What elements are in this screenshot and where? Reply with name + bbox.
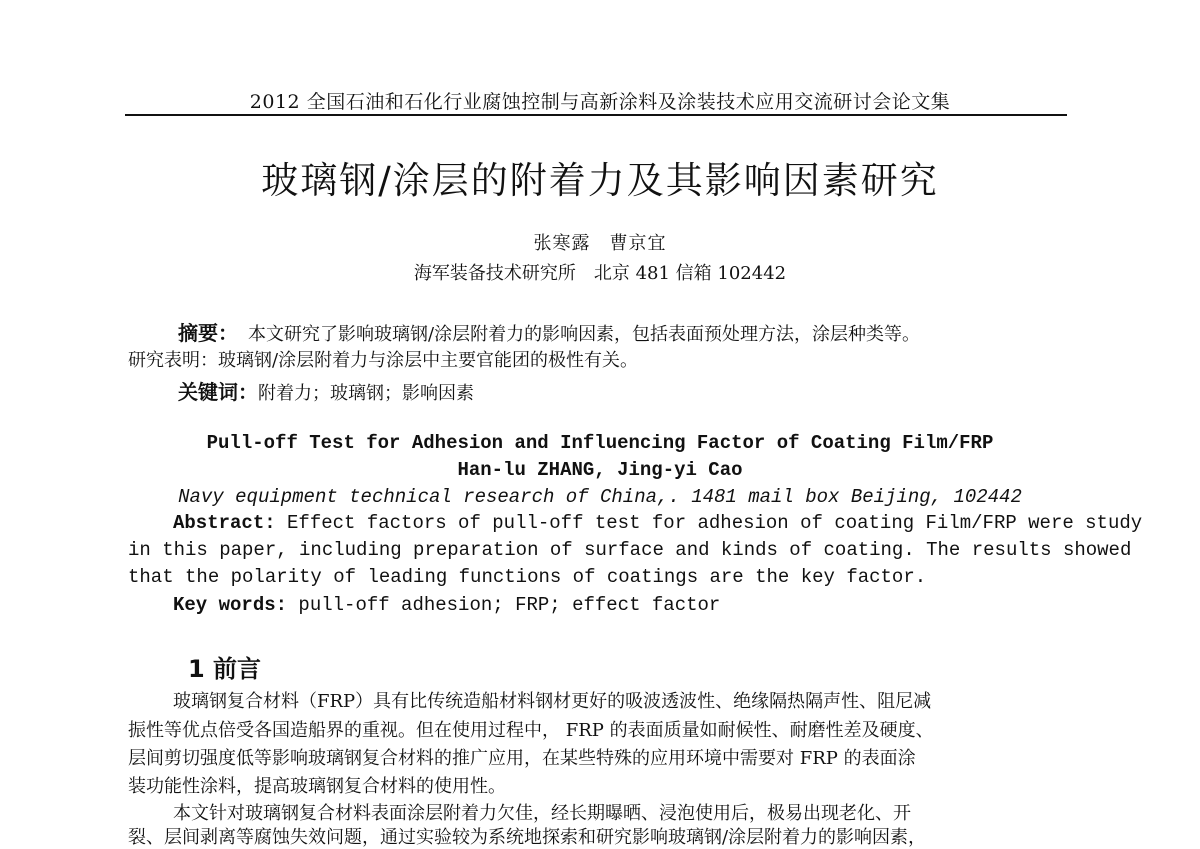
title-en: Pull-off Test for Adhesion and Influencing Factor of Coating Film/FRP bbox=[206, 432, 994, 454]
abstract-en-line2: in this paper, including preparation of surface and kinds of coating. The results showed bbox=[128, 539, 1132, 561]
authors: 张寒露 曹京宜 bbox=[533, 233, 667, 254]
keywords-cn bbox=[178, 376, 474, 405]
abstract-cn-line1 bbox=[178, 317, 920, 346]
intro-p2-line2: 裂、层间剥离等腐蚀失效问题，通过实验较为系统地探索和研究影响玻璃钢/涂层附着力的影响因素， bbox=[128, 827, 927, 848]
intro-p1-line3: 层间剪切强度低等影响玻璃钢复合材料的推广应用，在某些特殊的应用环境中需要对 FRP 的表面涂 bbox=[128, 748, 916, 769]
intro-p1-line2: 振性等优点倍受各国造船界的重视。但在使用过程中， FRP 的表面质量如耐候性、耐磨性差及硬度、 bbox=[128, 720, 934, 741]
intro-p1-line4: 装功能性涂料，提高玻璃钢复合材料的使用性。 bbox=[128, 776, 506, 797]
keywords-cn-label: 关键词： bbox=[178, 380, 258, 404]
intro-p2-line1: 本文针对玻璃钢复合材料表面涂层附着力欠佳，经长期曝晒、浸泡使用后，极易出现老化、开 bbox=[173, 803, 911, 824]
paper-title: 玻璃钢/涂层的附着力及其影响因素研究 bbox=[261, 159, 939, 202]
section-heading-intro: 1 前言 bbox=[188, 655, 262, 683]
abstract-cn-label: 摘要： bbox=[178, 321, 238, 345]
authors-en: Han-lu ZHANG, Jing-yi Cao bbox=[457, 459, 743, 481]
affiliation: 海军装备技术研究所 北京 481 信箱 102442 bbox=[413, 263, 787, 284]
abstract-en-line1 bbox=[173, 512, 1142, 534]
abstract-cn-text1: 本文研究了影响玻璃钢/涂层附着力的影响因素，包括表面预处理方法，涂层种类等。 bbox=[248, 324, 921, 345]
abstract-en-text1: Effect factors of pull-off test for adhesion of coating Film/FRP were study bbox=[275, 512, 1143, 534]
keywords-en-label: Key words: bbox=[173, 594, 288, 616]
abstract-en-label: Abstract: bbox=[173, 512, 276, 534]
header-rule bbox=[125, 114, 1067, 116]
keywords-en-text: pull-off adhesion; FRP; effect factor bbox=[287, 594, 721, 616]
proceedings-header: 2012 全国石油和石化行业腐蚀控制与高新涂料及涂装技术应用交流研讨会论文集 bbox=[249, 91, 951, 113]
abstract-cn-line2: 研究表明：玻璃钢/涂层附着力与涂层中主要官能团的极性有关。 bbox=[128, 350, 639, 371]
keywords-en bbox=[173, 594, 720, 616]
affiliation-en: Navy equipment technical research of China,. 1481 mail box Beijing, 102442 bbox=[178, 486, 1022, 508]
abstract-en-line3: that the polarity of leading functions of coatings are the key factor. bbox=[128, 566, 927, 588]
intro-p1-line1: 玻璃钢复合材料（FRP）具有比传统造船材料钢材更好的吸波透波性、绝缘隔热隔声性、阻尼减 bbox=[173, 691, 932, 712]
keywords-cn-text: 附着力；玻璃钢；影响因素 bbox=[258, 383, 474, 404]
